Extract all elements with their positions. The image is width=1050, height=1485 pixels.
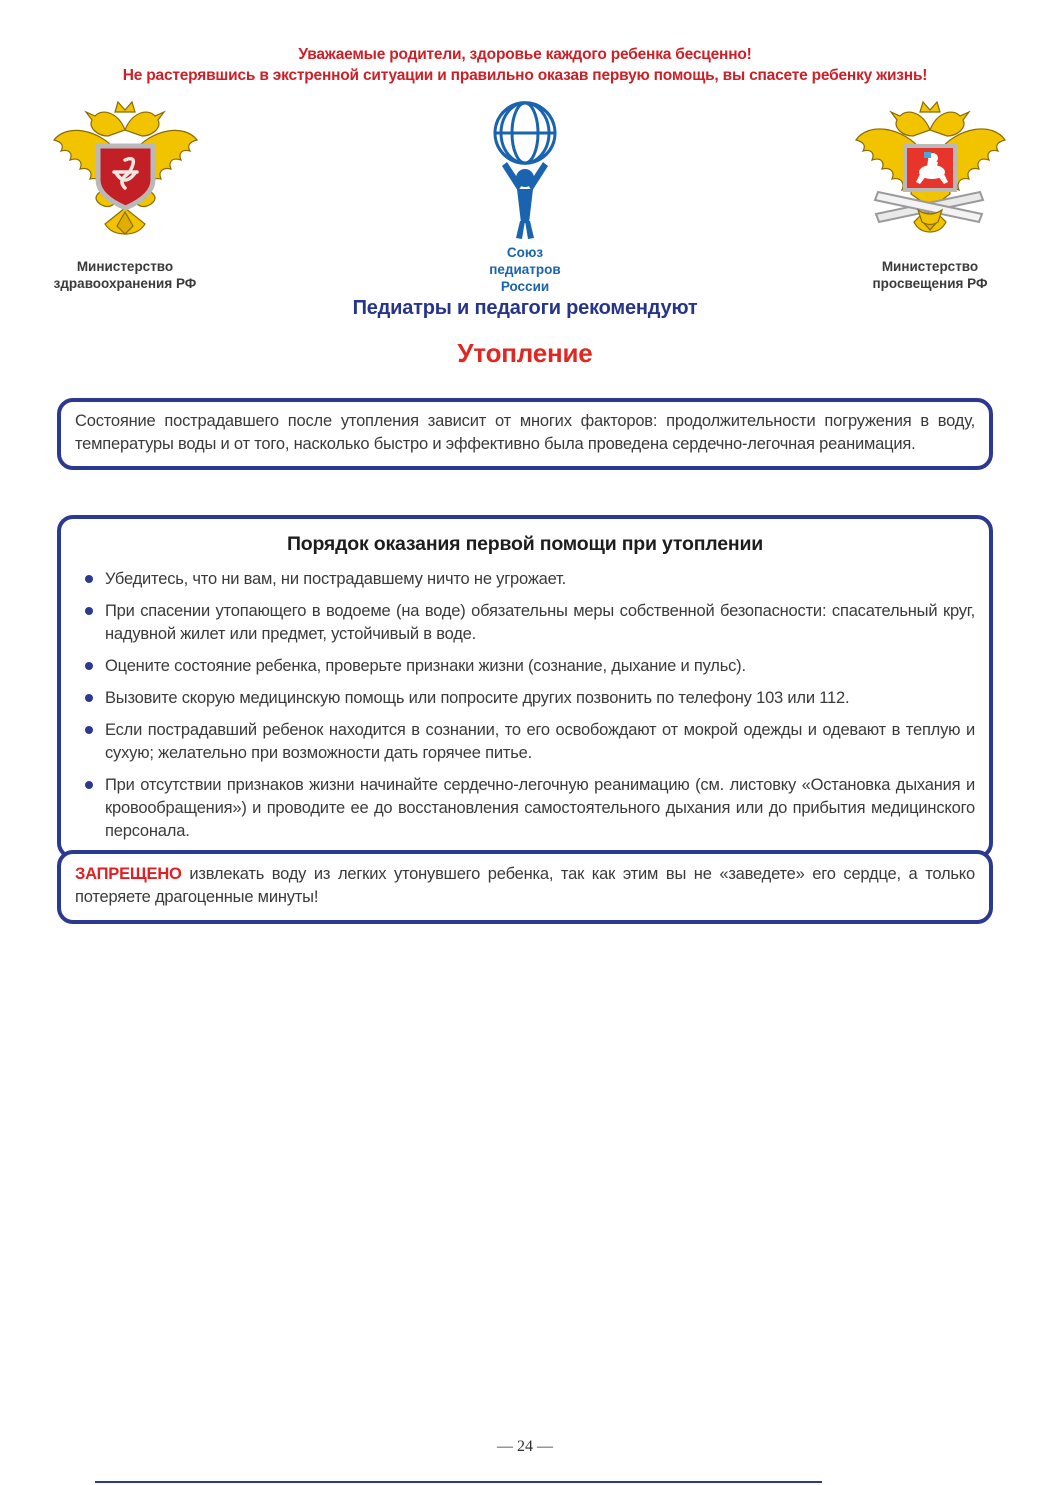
- education-ministry-label-line1: Министерство: [881, 259, 979, 274]
- procedure-title: Порядок оказания первой помощи при утоплении: [286, 533, 764, 555]
- procedure-item-text: Вызовите скорую медицинскую помощь или попросите других позвонить по телефону 103 или 112.: [105, 689, 850, 707]
- procedure-item: [75, 719, 975, 765]
- procedure-item-text: При отсутствии признаков жизни начинайте сердечно-легочную реанимацию (см. листовку «Остановка дыхания и кровообращения») и проводите ее до восстановления самостоятельного дыхания или до прибытия медицинского персонала.: [105, 776, 975, 840]
- pediatricians-union-label: [435, 244, 615, 295]
- bullet-dot-icon: [85, 781, 93, 789]
- forbidden-label: ЗАПРЕЩЕНО: [75, 865, 182, 883]
- bottom-divider: [95, 1481, 822, 1483]
- page-number: — 24 —: [497, 1438, 553, 1455]
- bullet-dot-icon: [85, 694, 93, 702]
- procedure-item: [75, 600, 975, 646]
- procedure-list: [75, 568, 975, 843]
- health-ministry-label: [25, 258, 225, 292]
- education-ministry-label: [825, 258, 1035, 292]
- intro-box: [57, 398, 993, 470]
- procedure-item: [75, 774, 975, 843]
- pediatricians-union-label-line3: России: [500, 279, 550, 294]
- procedure-item-text: При спасении утопающего в водоеме (на воде) обязательны меры собственной безопасности: спасательный круг, надувной жилет или предмет, устойчивый в воде.: [105, 602, 975, 643]
- health-ministry-label-line1: Министерство: [76, 259, 174, 274]
- pediatricians-union-icon: [435, 100, 615, 240]
- header-line-2: Не растерявшись в экстренной ситуации и правильно оказав первую помощь, вы спасете ребенку жизнь!: [122, 67, 928, 84]
- health-ministry-eagle-icon: [25, 100, 225, 248]
- intro-text: Состояние пострадавшего после утопления зависит от многих факторов: продолжительности погружения в воду, температуры воды и от того, насколько быстро и эффективно была проведена сердечно-легочная реанимация.: [75, 412, 975, 453]
- forbidden-text: [75, 863, 975, 909]
- forbidden-box: [57, 850, 993, 924]
- procedure-item-text: Если пострадавший ребенок находится в сознании, то его освобождают от мокрой одежды и одевают в теплую и сухую; желательно при возможности дать горячее питье.: [105, 721, 975, 762]
- pediatricians-union-label-line2: педиатров: [489, 262, 561, 277]
- bullet-dot-icon: [85, 726, 93, 734]
- education-ministry-logo-block: [825, 100, 1035, 292]
- pediatricians-union-label-line1: Союз: [506, 245, 544, 260]
- pediatricians-union-logo-block: [435, 100, 615, 295]
- bullet-dot-icon: [85, 607, 93, 615]
- forbidden-body: извлекать воду из легких утонувшего ребенка, так как этим вы не «заведете» его сердце, а только потеряете драгоценные минуты!: [75, 865, 975, 906]
- recommendation-subtitle: Педиатры и педагоги рекомендуют: [352, 297, 698, 319]
- health-ministry-label-line2: здравоохранения РФ: [53, 276, 197, 291]
- procedure-item: [75, 687, 975, 710]
- procedure-item-text: Убедитесь, что ни вам, ни пострадавшему ничто не угрожает.: [105, 570, 566, 588]
- education-ministry-label-line2: просвещения РФ: [872, 276, 988, 291]
- bullet-dot-icon: [85, 575, 93, 583]
- header-line-1: Уважаемые родители, здоровье каждого ребенка бесценно!: [298, 46, 752, 63]
- procedure-item: [75, 655, 975, 678]
- bullet-dot-icon: [85, 662, 93, 670]
- procedure-box: [57, 515, 993, 859]
- page-title: Утопление: [457, 338, 593, 368]
- procedure-item: [75, 568, 975, 591]
- health-ministry-logo-block: [25, 100, 225, 292]
- education-ministry-eagle-icon: [825, 100, 1035, 248]
- procedure-item-text: Оцените состояние ребенка, проверьте признаки жизни (сознание, дыхание и пульс).: [105, 657, 746, 675]
- header: [0, 44, 1050, 86]
